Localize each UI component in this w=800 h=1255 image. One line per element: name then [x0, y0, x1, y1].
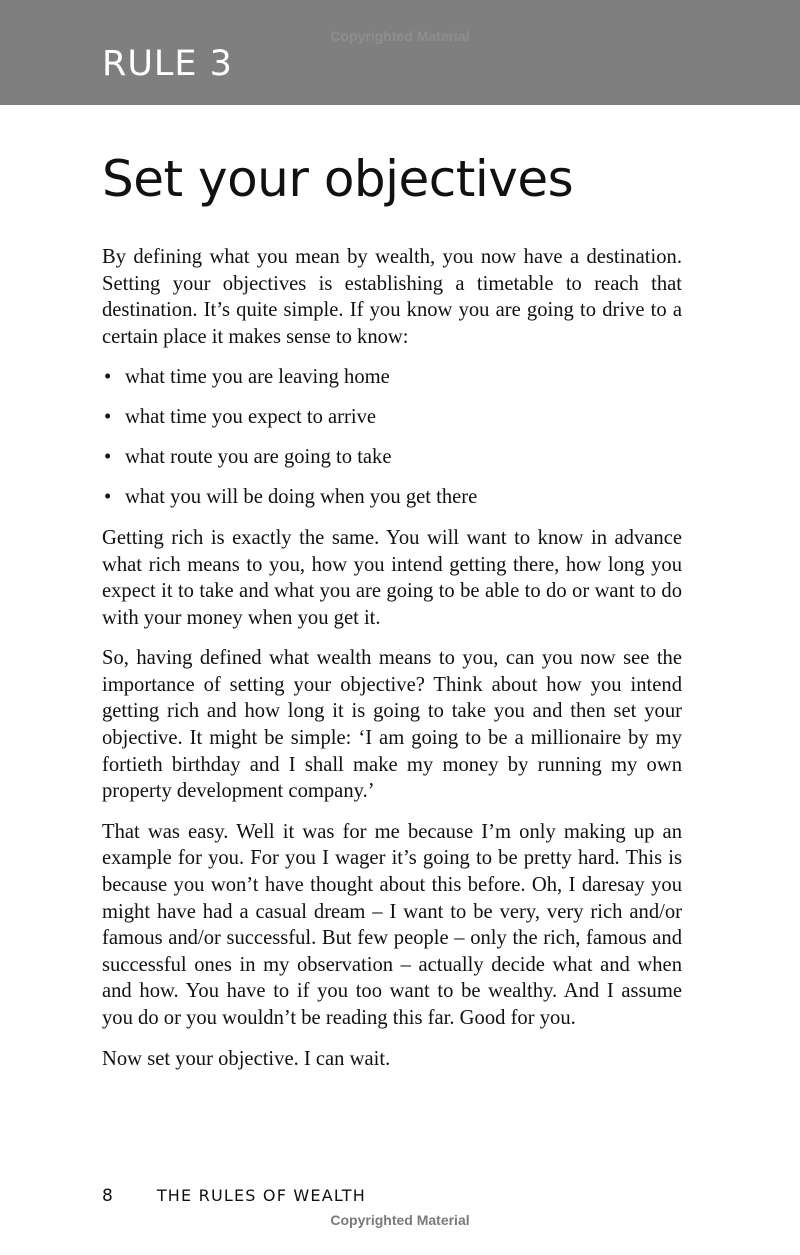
bullet-text: what time you are leaving home [125, 366, 390, 389]
bullet-text: what you will be doing when you get there [125, 486, 478, 509]
bullet-text: what time you expect to arrive [125, 406, 377, 429]
bullet-icon: • [104, 446, 112, 469]
paragraph-defined: So, having defined what wealth means to you, can you now see the importance of setting your objective? Think about how you intend getting rich and how long it is going to take you and then set your objective. It might be simple: ‘I am going to be a millionaire by my fortieth birthday and I shall make my money by running my own property development company.’ [102, 647, 682, 803]
bullet-item [102, 364, 682, 391]
chapter-header-bar [0, 0, 800, 105]
bullet-icon: • [104, 486, 112, 509]
bullet-text: what route you are going to take [125, 446, 392, 469]
bullet-icon: • [104, 366, 112, 389]
page-number: 8 [102, 1186, 113, 1206]
paragraph-intro: By defining what you mean by wealth, you now have a destination. Setting your objectives is establishing a timetable to reach that destination. It’s quite simple. If you know you are going to drive to a certain place it makes sense to know: [102, 246, 682, 348]
bullet-item [102, 404, 682, 431]
rule-label: RULE 3 [102, 44, 233, 84]
running-title: THE RULES OF WEALTH [156, 1186, 366, 1205]
paragraph-closing: Now set your objective. I can wait. [102, 1047, 391, 1070]
paragraph-rich-same: Getting rich is exactly the same. You will want to know in advance what rich means to you, how you intend getting there, how long you expect it to take and what you are going to be able to do or want to do with your money when you get it. [102, 526, 682, 629]
watermark-bottom: Copyrighted Material [330, 1212, 470, 1228]
chapter-title: Set your objectives [102, 150, 574, 208]
bullet-list [102, 364, 682, 511]
body-text [102, 244, 682, 1086]
watermark-top: Copyrighted Material [330, 28, 470, 44]
bullet-icon: • [104, 406, 112, 429]
paragraph-easy: That was easy. Well it was for me because I’m only making up an example for you. For you I wager it’s going to be pretty hard. This is because you won’t have thought about this before. Oh, I daresay you might have had a casual dream – I want to be very, very rich and/or famous and/or successful. But few people – only the rich, famous and successful ones in my observation – actually decide what and when and how. You have to if you too want to be wealthy. And I assume you do or you wouldn’t be reading this far. Good for you. [102, 820, 682, 1030]
page-footer [102, 1183, 366, 1209]
bullet-item [102, 484, 682, 511]
bullet-item [102, 444, 682, 471]
